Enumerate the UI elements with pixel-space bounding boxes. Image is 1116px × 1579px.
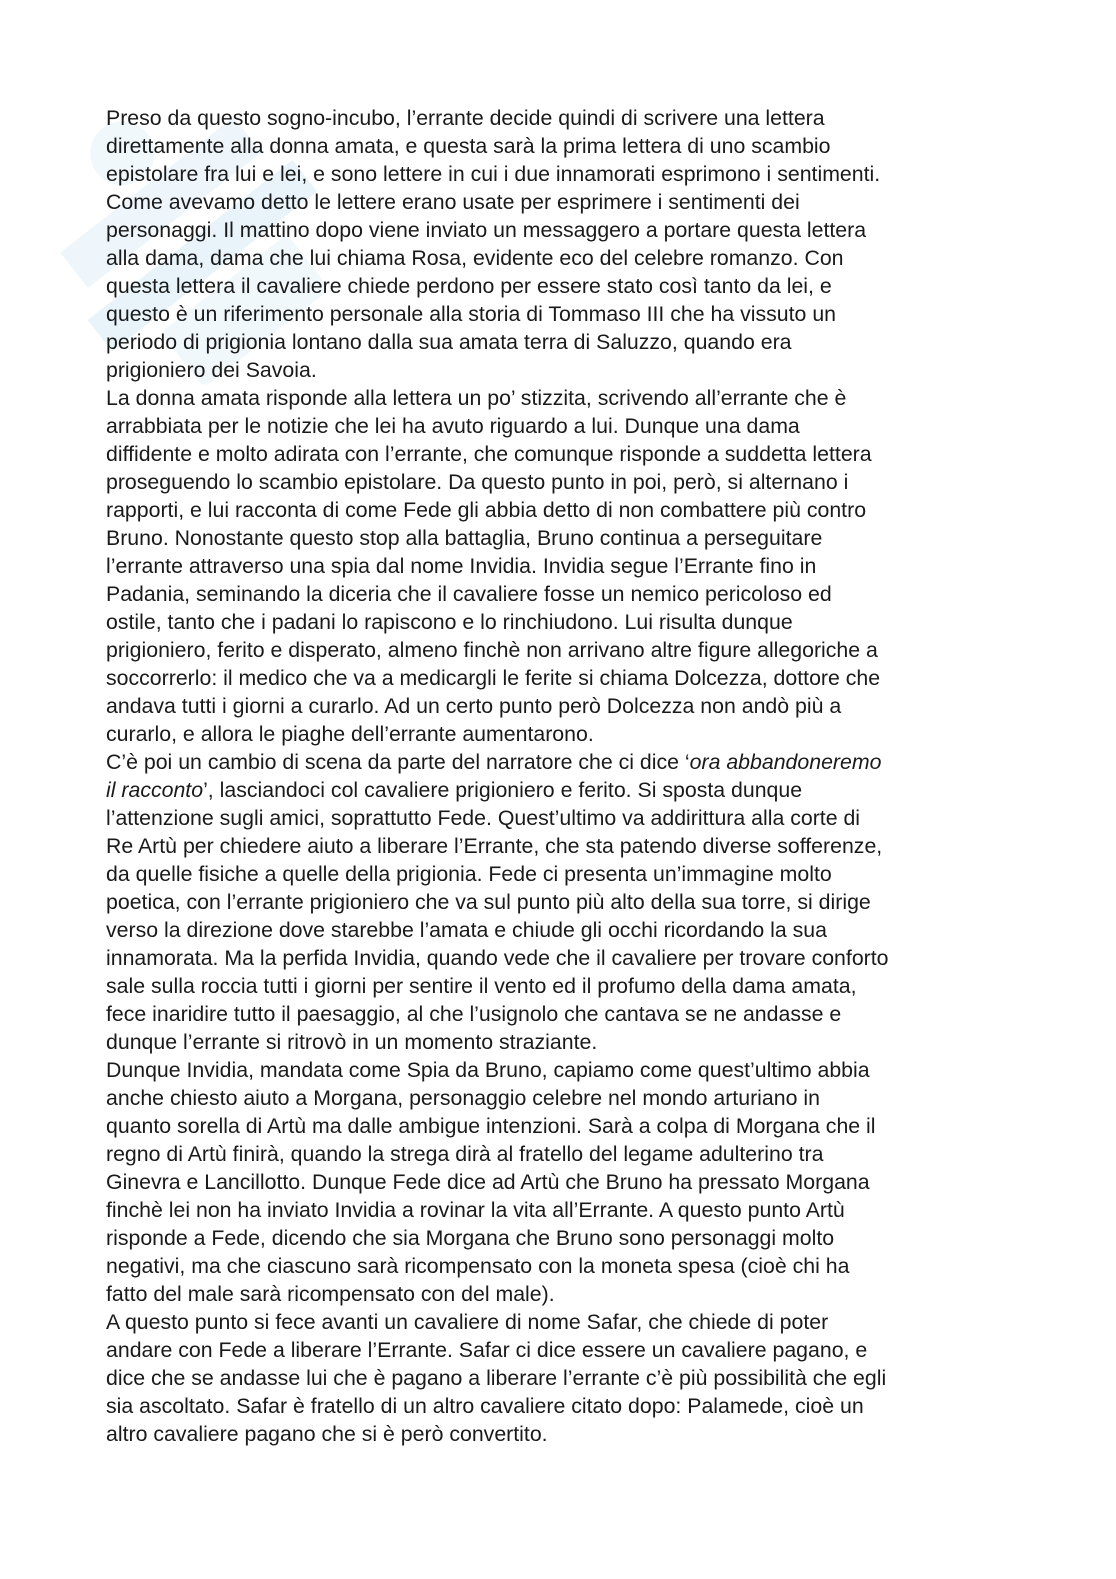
text-line: poetica, con l’errante prigioniero che va sul punto più alto della sua torre, si dirige <box>106 890 871 914</box>
text-line: proseguendo lo scambio epistolare. Da questo punto in poi, però, si alternano i <box>106 470 849 494</box>
text-line: finchè lei non ha inviato Invidia a rovinar la vita all’Errante. A questo punto Artù <box>106 1198 845 1222</box>
text-line: verso la direzione dove starebbe l’amata e chiude gli occhi ricordando la sua <box>106 918 827 942</box>
text-line: questa lettera il cavaliere chiede perdono per essere stato così tanto da lei, e <box>106 274 832 298</box>
text-line: ’, lasciandoci col cavaliere prigioniero e ferito. Si sposta dunque <box>203 778 803 802</box>
text-line: Bruno. Nonostante questo stop alla battaglia, Bruno continua a perseguitare <box>106 526 823 550</box>
text-line: andava tutti i giorni a curarlo. Ad un certo punto però Dolcezza non andò più a <box>106 694 842 718</box>
text-line: anche chiesto aiuto a Morgana, personaggio celebre nel mondo arturiano in <box>106 1086 820 1110</box>
text-line: direttamente alla donna amata, e questa sarà la prima lettera di uno scambio <box>106 134 831 158</box>
paragraph-2 <box>106 384 1008 748</box>
text-line: Ginevra e Lancillotto. Dunque Fede dice ad Artù che Bruno ha pressato Morgana <box>106 1170 870 1194</box>
text-line: fatto del male sarà ricompensato con del male). <box>106 1282 555 1306</box>
text-line: ostile, tanto che i padani lo rapiscono e lo rinchiudono. Lui risulta dunque <box>106 610 793 634</box>
text-line: prigioniero dei Savoia. <box>106 358 317 382</box>
text-line: Padania, seminando la diceria che il cavaliere fosse un nemico pericoloso ed <box>106 582 832 606</box>
text-line: epistolare fra lui e lei, e sono lettere in cui i due innamorati esprimono i sentimenti. <box>106 162 881 186</box>
text-line: personaggi. Il mattino dopo viene inviato un messaggero a portare questa lettera <box>106 218 867 242</box>
document-body <box>106 104 1008 1448</box>
text-line: A questo punto si fece avanti un cavaliere di nome Safar, che chiede di poter <box>106 1310 829 1334</box>
text-line: fece inaridire tutto il paesaggio, al che l’usignolo che cantava se ne andasse e <box>106 1002 842 1026</box>
text-line: dice che se andasse lui che è pagano a liberare l’errante c’è più possibilità che egli <box>106 1366 887 1390</box>
paragraph-5 <box>106 1308 1008 1448</box>
text-line: l’errante attraverso una spia dal nome Invidia. Invidia segue l’Errante fino in <box>106 554 817 578</box>
text-line: Preso da questo sogno-incubo, l’errante decide quindi di scrivere una lettera <box>106 106 825 130</box>
text-line: La donna amata risponde alla lettera un po’ stizzita, scrivendo all’errante che è <box>106 386 847 410</box>
text-line: questo è un riferimento personale alla storia di Tommaso III che ha vissuto un <box>106 302 837 326</box>
text-line: prigioniero, ferito e disperato, almeno finchè non arrivano altre figure allegoriche a <box>106 638 878 662</box>
paragraph-1 <box>106 104 1008 384</box>
text-line: alla dama, dama che lui chiama Rosa, evidente eco del celebre romanzo. Con <box>106 246 844 270</box>
paragraph-4 <box>106 1056 1008 1308</box>
text-line: sia ascoltato. Safar è fratello di un altro cavaliere citato dopo: Palamede, cioè un <box>106 1394 864 1418</box>
text-line: Come avevamo detto le lettere erano usate per esprimere i sentimenti dei <box>106 190 800 214</box>
quoted-phrase: ora abbandoneremo <box>689 750 882 774</box>
text-line: C’è poi un cambio di scena da parte del narratore che ci dice ‘ <box>106 750 690 774</box>
text-line: curarlo, e allora le piaghe dell’errante aumentarono. <box>106 722 594 746</box>
text-line: negativi, ma che ciascuno sarà ricompensato con la moneta spesa (cioè chi ha <box>106 1254 850 1278</box>
text-line: regno di Artù finirà, quando la strega dirà al fratello del legame adulterino tra <box>106 1142 824 1166</box>
text-line: altro cavaliere pagano che si è però convertito. <box>106 1422 548 1446</box>
text-line: dunque l’errante si ritrovò in un momento straziante. <box>106 1030 598 1054</box>
text-line: arrabbiata per le notizie che lei ha avuto riguardo a lui. Dunque una dama <box>106 414 800 438</box>
text-line: quanto sorella di Artù ma dalle ambigue intenzioni. Sarà a colpa di Morgana che il <box>106 1114 876 1138</box>
text-line: soccorrerlo: il medico che va a medicargli le ferite si chiama Dolcezza, dottore che <box>106 666 881 690</box>
text-line: periodo di prigionia lontano dalla sua amata terra di Saluzzo, quando era <box>106 330 792 354</box>
text-line: da quelle fisiche a quelle della prigionia. Fede ci presenta un’immagine molto <box>106 862 832 886</box>
quoted-phrase: il racconto <box>106 778 204 802</box>
text-line: Dunque Invidia, mandata come Spia da Bruno, capiamo come quest’ultimo abbia <box>106 1058 870 1082</box>
text-line: sale sulla roccia tutti i giorni per sentire il vento ed il profumo della dama amata, <box>106 974 857 998</box>
text-line: risponde a Fede, dicendo che sia Morgana che Bruno sono personaggi molto <box>106 1226 835 1250</box>
text-line: andare con Fede a liberare l’Errante. Safar ci dice essere un cavaliere pagano, e <box>106 1338 868 1362</box>
text-line: diffidente e molto adirata con l’errante, che comunque risponde a suddetta lettera <box>106 442 872 466</box>
text-line: l’attenzione sugli amici, soprattutto Fede. Quest’ultimo va addirittura alla corte di <box>106 806 861 830</box>
text-line: Re Artù per chiedere aiuto a liberare l’Errante, che sta patendo diverse sofferenze, <box>106 834 883 858</box>
text-line: innamorata. Ma la perfida Invidia, quando vede che il cavaliere per trovare conforto <box>106 946 889 970</box>
text-line: rapporti, e lui racconta di come Fede gli abbia detto di non combattere più contro <box>106 498 867 522</box>
paragraph-3 <box>106 748 1008 1056</box>
